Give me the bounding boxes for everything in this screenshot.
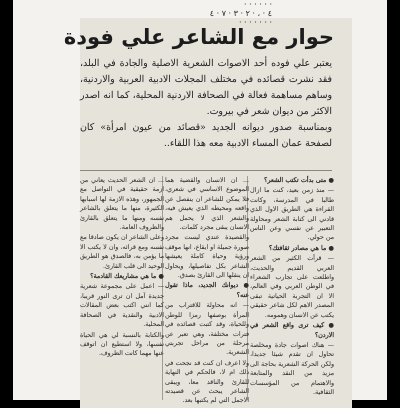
column-paragraph: ● ما هي مصادر ثقافتك؟ — [268, 244, 334, 252]
headline: حوار مع الشاعر علي فودة — [63, 25, 334, 49]
column-paragraph: والقصيدة عندي ليست مجرد صورة جميلة او ايقاع، انها موقف ورؤية وحياة كاملة يعيشها الشاعر بكل تفاصيلها، ويحاول ان ينقلها الى القارئ بصدق. — [165, 234, 249, 280]
article-column-2 — [165, 176, 249, 405]
column-paragraph: ولا اعرف ان كنت قد نجحت في ذلك ام لا، فالحكم في النهاية للقارئ والناقد معا، ويبقى الشاعر يبحث عن قصيدته الاجمل التي لم يكتبها بعد. — [165, 359, 249, 405]
column-paragraph: — منذ زمن بعيد، كنت ما ازال طالبا في المدرسة، وكانت القراءة هي الطريق الاول الذي قادني الى كتابة الشعر ومحاولة التعبير عن نفسي وعن الناس من حولي. — [250, 187, 334, 242]
top-strip-line: · · · · · · · — [238, 18, 272, 27]
top-strip — [88, 0, 272, 27]
section-divider — [80, 170, 332, 171]
column-paragraph: — انه محاولة للاقتراب من المرأة بوصفها رمزا للوطن وللحياة، وقد كتبت قصائده في فترات مختلفة، وهي تعبر عن مرحلة من مراحل تجربتي الشعرية. — [165, 302, 249, 357]
column-paragraph: ... ان الانسان والقضية هما الموضوع الاساسي في شعري، فلا يمكن للشاعر ان ينفصل عن واقعه ومحيطه الذي يعيش فيه، والشعر الذي لا يحمل هم الانسان يبقى مجرد كلمات. — [165, 177, 249, 232]
intro-paragraph: وبمناسبة صدور ديوانه الجديد «قصائد من عيون امرأة» كان لصفحة عمان المساء الادبية معه هذا اللقاء.. — [80, 122, 332, 149]
column-paragraph: وعلى الشاعر ان يكون صادقا مع نفسه ومع قرائه، وان لا يكتب الا ما يؤمن به، فالصدق هو الطريق الوحيد الى قلب القارئ. — [80, 234, 164, 270]
column-paragraph: ● كيف ترى واقع الشعر في الاردن؟ — [250, 322, 334, 339]
column-paragraph: والكتابة بالنسبة لي هي الحياة نفسها، ولا استطيع ان اتوقف عنها مهما كانت الظروف. — [80, 331, 164, 358]
column-paragraph: ● متى بدأت تكتب الشعر؟ — [264, 177, 334, 184]
column-paragraph: — قرأت الكثير من الشعر العربي القديم والحديث، واطلعت على تجارب الشعراء في الوطن العربي وفي العالم، الا ان التجربة الحياتية تبقى المصدر الاهم لكل شاعر حقيقي يكتب عن الانسان وهمومه. — [250, 255, 334, 319]
column-paragraph: ... ان الشعر الحديث يعاني من ازمة حقيقية في التواصل مع الجمهور، وهذه الازمة لها اسبابها الكثيرة، منها ما يتعلق بالشاعر نفسه ومنها ما يتعلق بالقارئ والظروف العامة. — [80, 177, 164, 232]
column-paragraph: — اعمل على مجموعة شعرية جديدة آمل ان ترى النور قريبا، كما انني اكتب بعض المقالات الادبية والنقدية في الصحافة المحلية. — [80, 283, 164, 329]
column-paragraph: — هناك اصوات جادة ومخلصة تحاول ان تقدم شيئا جديدا، ولكن الحركة الشعرية بحاجة الى مزيد من النقد والمتابعة والاهتمام من المؤسسات الثقافية. — [250, 341, 334, 396]
column-paragraph: ● ديوانك الجديد، ماذا تقول عنه؟ — [165, 282, 249, 299]
intro-block — [80, 56, 332, 152]
article-column-1 — [250, 176, 334, 400]
top-strip-line: ٤ · ، · ٢ · ٣ · ٧ · ٤ — [209, 9, 272, 18]
top-strip-line: · · · · · · — [244, 0, 272, 9]
intro-paragraph: يعتبر علي فوده أحد الاصوات الشعرية الاصلية والجادة في البلد، فقد نشرت قصائده في مختلف المجلات الادبية العربية والاردنية، وساهم مساهمة فعالة في الصحافة الاردنية المحلية، كما انه اصدر الاكثر من ديوان شعر في بيروت. — [80, 58, 332, 117]
column-paragraph: ● ما هي مشاريعك القادمة؟ — [90, 273, 164, 281]
article-column-3 — [80, 176, 164, 400]
